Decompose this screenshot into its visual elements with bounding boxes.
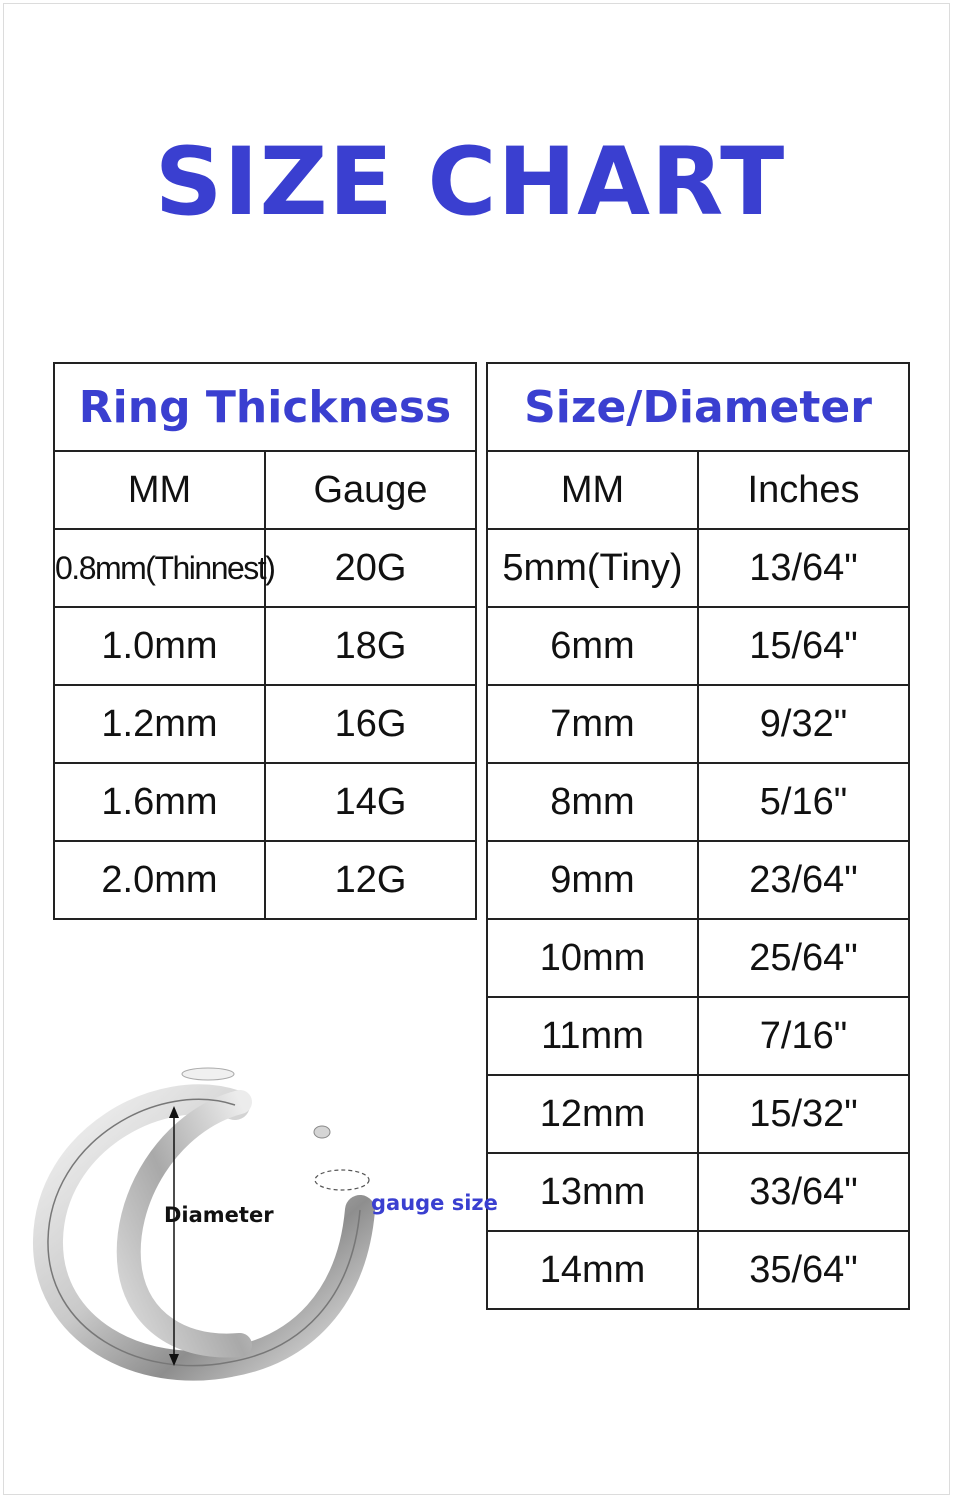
diameter-mm-cell: 8mm <box>487 763 698 841</box>
table-row <box>487 1075 909 1153</box>
diameter-inches-cell: 7/16" <box>698 997 909 1075</box>
ring-end-cap <box>314 1126 330 1138</box>
table-row <box>54 841 476 919</box>
table-row <box>487 763 909 841</box>
diameter-mm-cell: 13mm <box>487 1153 698 1231</box>
diameter-mm-cell: 6mm <box>487 607 698 685</box>
ring-thickness-heading: Ring Thickness <box>54 363 476 451</box>
diameter-mm-cell: 7mm <box>487 685 698 763</box>
gauge-cell: 14G <box>265 763 476 841</box>
gauge-cell: 16G <box>265 685 476 763</box>
table-row <box>487 997 909 1075</box>
table-header-row <box>487 451 909 529</box>
table-header-row <box>54 451 476 529</box>
ring-thickness-table <box>53 362 477 920</box>
diameter-mm-cell: 10mm <box>487 919 698 997</box>
table-row <box>487 1231 909 1309</box>
table-row <box>487 607 909 685</box>
table-row <box>487 1153 909 1231</box>
thickness-mm-cell: 2.0mm <box>54 841 265 919</box>
table-row <box>54 529 476 607</box>
diameter-inches-cell: 5/16" <box>698 763 909 841</box>
diameter-mm-cell: 5mm(Tiny) <box>487 529 698 607</box>
diameter-inches-cell: 33/64" <box>698 1153 909 1231</box>
diameter-inches-cell: 15/64" <box>698 607 909 685</box>
gauge-size-label: gauge size <box>371 1191 498 1215</box>
gauge-cell: 18G <box>265 607 476 685</box>
gem-icon <box>182 1068 234 1080</box>
ring-illustration <box>30 1050 500 1410</box>
thickness-mm-cell: 1.0mm <box>54 607 265 685</box>
table-row <box>54 607 476 685</box>
size-diameter-table <box>486 362 910 1310</box>
ring-outer-band <box>48 1099 360 1365</box>
table-row <box>54 763 476 841</box>
column-header-inches: Inches <box>698 451 909 529</box>
column-header-gauge: Gauge <box>265 451 476 529</box>
gauge-marker <box>315 1170 369 1190</box>
diameter-inches-cell: 35/64" <box>698 1231 909 1309</box>
thickness-mm-cell: 1.6mm <box>54 763 265 841</box>
diameter-mm-cell: 12mm <box>487 1075 698 1153</box>
diameter-inches-cell: 23/64" <box>698 841 909 919</box>
diameter-mm-cell: 9mm <box>487 841 698 919</box>
table-row <box>487 919 909 997</box>
size-diameter-heading: Size/Diameter <box>487 363 909 451</box>
thickness-mm-cell: 0.8mm(Thinnest) <box>54 529 265 607</box>
column-header-mm: MM <box>487 451 698 529</box>
diameter-inches-cell: 13/64" <box>698 529 909 607</box>
column-header-mm: MM <box>54 451 265 529</box>
diameter-mm-cell: 14mm <box>487 1231 698 1309</box>
table-row <box>487 841 909 919</box>
page-title: SIZE CHART <box>154 128 786 237</box>
table-row <box>487 685 909 763</box>
gauge-cell: 20G <box>265 529 476 607</box>
diameter-label: Diameter <box>164 1203 274 1227</box>
thickness-mm-cell: 1.2mm <box>54 685 265 763</box>
diameter-inches-cell: 9/32" <box>698 685 909 763</box>
diameter-mm-cell: 11mm <box>487 997 698 1075</box>
table-row <box>487 529 909 607</box>
diameter-inches-cell: 15/32" <box>698 1075 909 1153</box>
diameter-inches-cell: 25/64" <box>698 919 909 997</box>
gauge-cell: 12G <box>265 841 476 919</box>
table-row <box>54 685 476 763</box>
